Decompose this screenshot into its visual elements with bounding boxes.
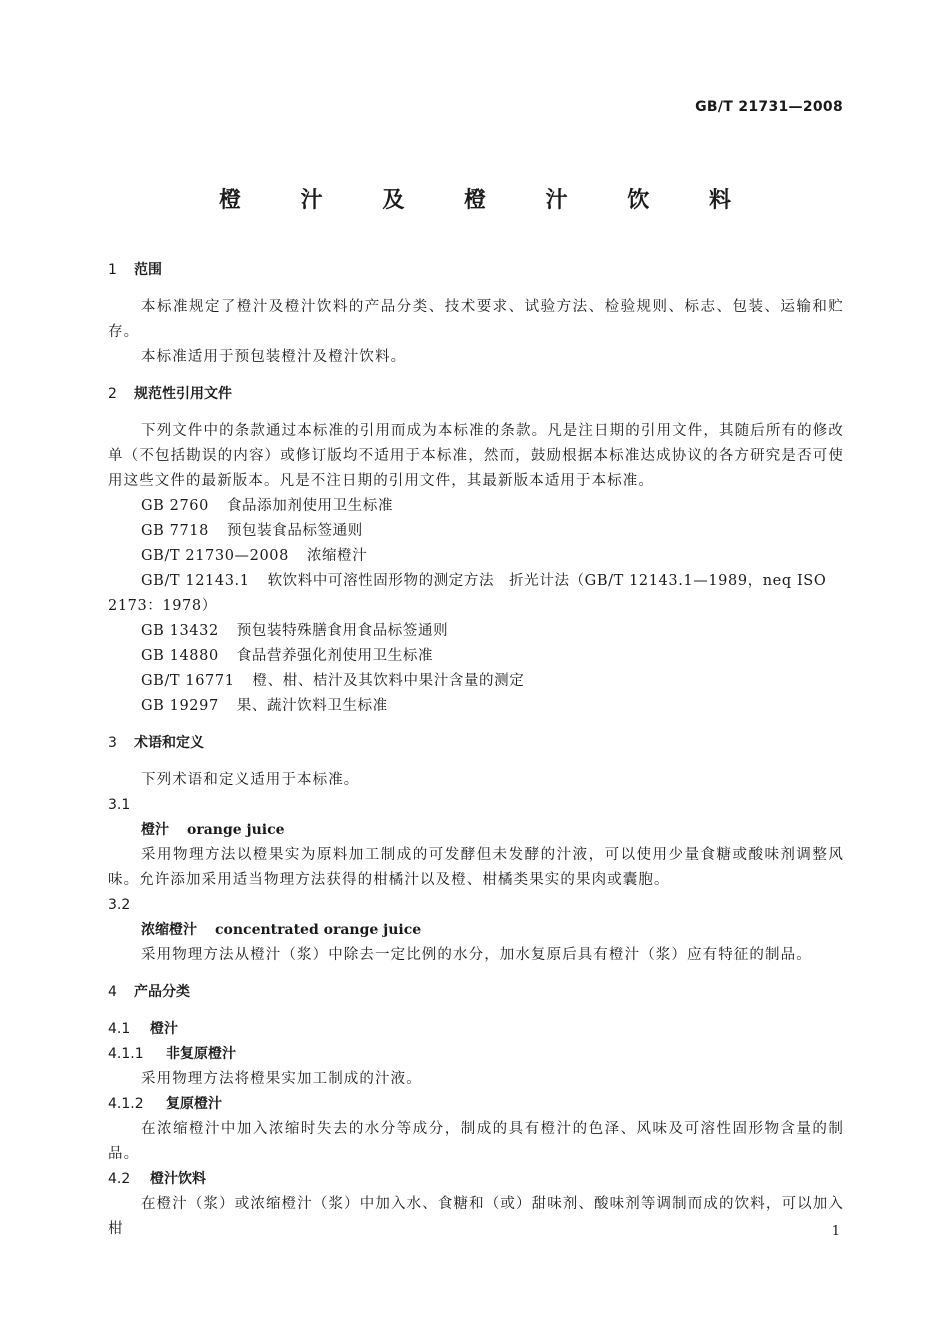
reference-code: GB/T 16771 [141, 673, 235, 689]
section-heading-1 [108, 258, 844, 283]
section-heading-2 [108, 382, 844, 407]
reference-code: GB 13432 [141, 623, 219, 639]
subsection-number: 4.1.1 [108, 1046, 144, 1062]
subsection-number: 4.1 [108, 1021, 131, 1037]
section-number: 3 [108, 735, 117, 751]
paragraph: 下列术语和定义适用于本标准。 [141, 772, 360, 788]
reference-code: GB 19297 [141, 698, 219, 714]
paragraph: 在橙汁（浆）或浓缩橙汁（浆）中加入水、食糖和（或）甜味剂、酸味剂等调制而成的饮料，可以加入柑 [108, 1196, 844, 1237]
page-number: 1 [831, 1224, 840, 1239]
reference-item [108, 519, 844, 544]
term-number: 3.1 [108, 797, 131, 813]
section-number: 1 [108, 262, 117, 278]
term-definition: 采用物理方法从橙汁（浆）中除去一定比例的水分，加水复原后具有橙汁（浆）应有特征的制品。 [141, 947, 812, 963]
page-title: 橙 汁 及 橙 汁 饮 料 [219, 188, 757, 213]
section-number: 4 [108, 984, 117, 1000]
reference-item [108, 694, 844, 719]
term-entry [108, 818, 844, 843]
paragraph: 在浓缩橙汁中加入浓缩时失去的水分等成分，制成的具有橙汁的色泽、风味及可溶性固形物含量的制品。 [108, 1121, 844, 1162]
term-en: orange juice [187, 822, 285, 838]
paragraph: 采用物理方法将橙果实加工制成的汁液。 [141, 1071, 422, 1087]
reference-code: GB/T 21730—2008 [141, 548, 289, 564]
reference-item [108, 544, 844, 569]
term-zh: 橙汁 [141, 822, 169, 838]
reference-title: 预包装特殊膳食用食品标签通则 [236, 623, 449, 639]
reference-title: 橙、柑、桔汁及其饮料中果汁含量的测定 [252, 673, 525, 689]
reference-title: 食品营养强化剂使用卫生标准 [236, 648, 434, 664]
section-number: 2 [108, 386, 117, 402]
reference-title: 食品添加剂使用卫生标准 [226, 498, 394, 514]
reference-item [108, 494, 844, 519]
section-title: 规范性引用文件 [134, 386, 232, 402]
paragraph: 本标准适用于预包装橙汁及橙汁饮料。 [141, 349, 407, 365]
paragraph: 本标准规定了橙汁及橙汁饮料的产品分类、技术要求、试验方法、检验规则、标志、包装、运输和贮存。 [108, 299, 844, 340]
subsection-heading [108, 1017, 844, 1042]
document-body [108, 258, 844, 1242]
reference-item [108, 644, 844, 669]
reference-code: GB 14880 [141, 648, 219, 664]
term-entry [108, 918, 844, 943]
reference-title: 预包装食品标签通则 [226, 523, 363, 539]
subsection-number: 4.2 [108, 1171, 131, 1187]
reference-title: 浓缩橙汁 [306, 548, 368, 564]
reference-title: 果、蔬汁饮料卫生标准 [236, 698, 388, 714]
section-title: 产品分类 [134, 984, 190, 1000]
term-zh: 浓缩橙汁 [141, 922, 197, 938]
reference-code: GB/T 12143.1 [141, 573, 250, 589]
reference-code: GB 2760 [141, 498, 209, 514]
reference-code: GB 7718 [141, 523, 209, 539]
section-heading-3 [108, 731, 844, 756]
term-number: 3.2 [108, 897, 131, 913]
section-title: 范围 [134, 262, 162, 278]
subsection-title: 橙汁 [150, 1021, 178, 1037]
subsection-number: 4.1.2 [108, 1096, 144, 1112]
subsection-title: 复原橙汁 [166, 1096, 222, 1112]
paragraph: 下列文件中的条款通过本标准的引用而成为本标准的条款。凡是注日期的引用文件，其随后所有的修改单（不包括勘误的内容）或修订版均不适用于本标准，然而，鼓励根据本标准达成协议的各方研究是否可使用这些文件的最新版本。凡是不注日期的引用文件，其最新版本适用于本标准。 [108, 423, 844, 489]
section-title: 术语和定义 [134, 735, 204, 751]
term-definition: 采用物理方法以橙果实为原料加工制成的可发酵但未发酵的汁液，可以使用少量食糖或酸味剂调整风味。允许添加采用适当物理方法获得的柑橘汁以及橙、柑橘类果实的果肉或囊胞。 [108, 847, 844, 888]
document-id: GB/T 21731—2008 [695, 99, 843, 115]
section-heading-4 [108, 980, 844, 1005]
reference-item [108, 619, 844, 644]
reference-item [108, 669, 844, 694]
subsection-title: 非复原橙汁 [166, 1046, 236, 1062]
reference-item [108, 569, 844, 619]
subsection-title: 橙汁饮料 [150, 1171, 206, 1187]
subsection-heading [108, 1042, 844, 1067]
subsection-heading [108, 1167, 844, 1192]
reference-title: 软饮料中可溶性固形物的测定方法 折光计法（GB/T 12143.1—1989，neq ISO 2173：1978） [108, 573, 827, 614]
term-en: concentrated orange juice [215, 922, 422, 938]
subsection-heading [108, 1092, 844, 1117]
